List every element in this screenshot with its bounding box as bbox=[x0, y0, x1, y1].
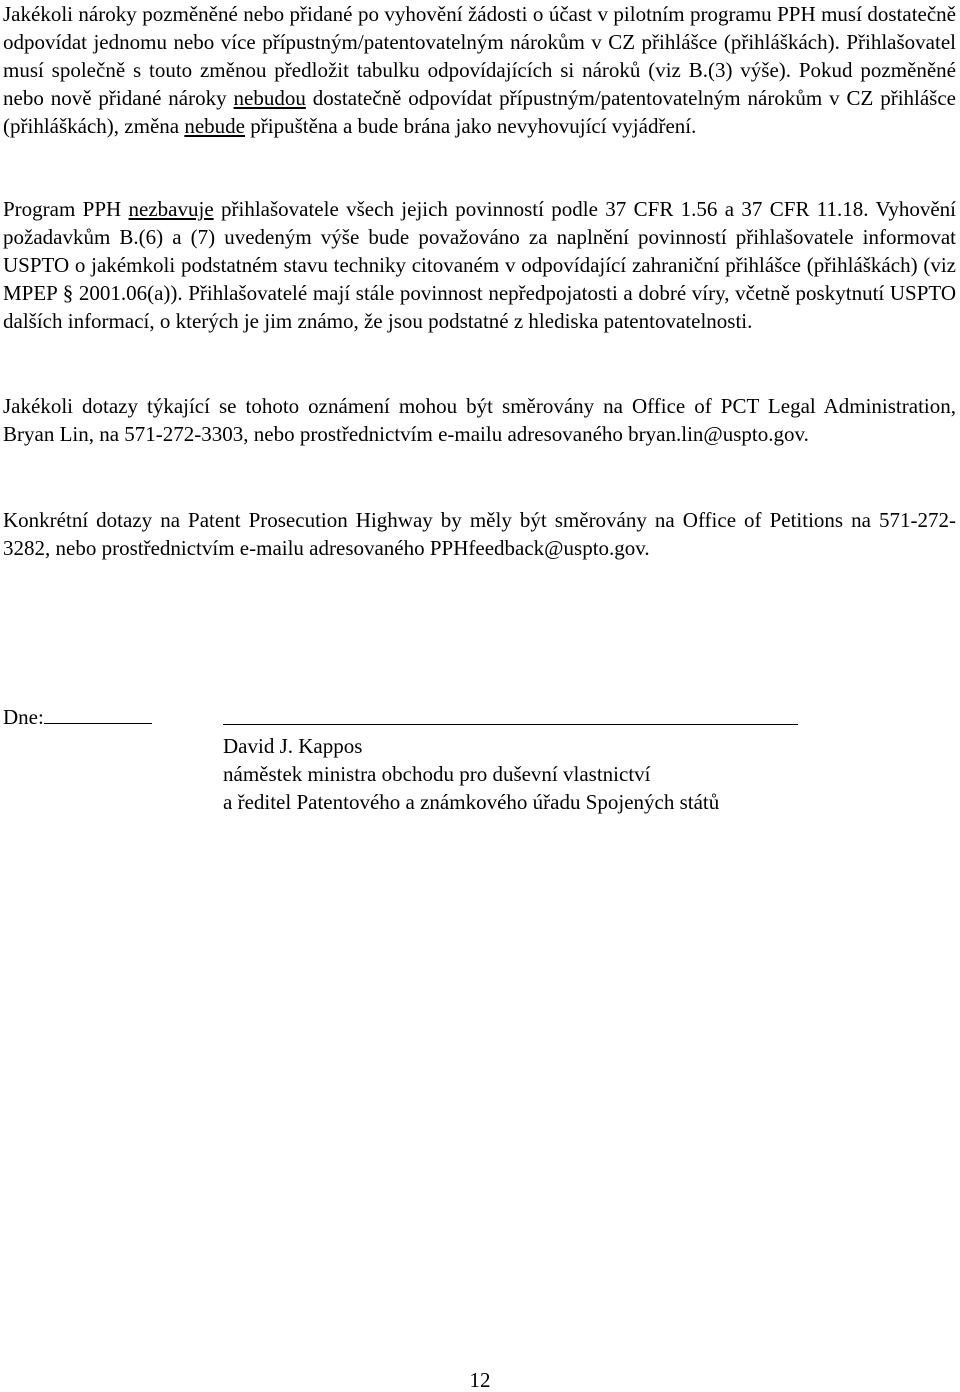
underlined-word: nebudou bbox=[233, 86, 306, 110]
date-label: Dne: bbox=[3, 705, 44, 729]
paragraph-text: připuštěna a bude brána jako nevyhovující vyjádření. bbox=[245, 114, 697, 138]
paragraph-contact-petitions bbox=[3, 506, 956, 562]
paragraph-applicant-duties bbox=[3, 195, 956, 335]
date-line bbox=[3, 703, 152, 731]
paragraph-text: Konkrétní dotazy na Patent Prosecution Highway by měly být směrovány na Office of Petitions na 571-272-3282, nebo prostřednictvím e-mailu adresovaného PPHfeedback@uspto.gov. bbox=[3, 508, 956, 560]
paragraph-text: Program PPH bbox=[3, 197, 129, 221]
paragraph-contact-pct bbox=[3, 392, 956, 448]
paragraph-text: dostatečně odpovídat přípustným/patentovatelným nárokům v CZ přihlášce (přihláškách), změna bbox=[3, 86, 956, 138]
signatory-name: David J. Kappos bbox=[223, 734, 363, 758]
paragraph-text: Jakékoli dotazy týkající se tohoto oznámení mohou být směrovány na Office of PCT Legal Administration, Bryan Lin, na 571-272-3303, nebo prostřednictvím e-mailu adresovaného bryan.lin@uspto.gov. bbox=[3, 394, 956, 446]
date-blank bbox=[44, 703, 152, 724]
signature-line bbox=[223, 704, 798, 725]
page-number: 12 bbox=[469, 1368, 491, 1392]
paragraph-amended-claims bbox=[3, 0, 956, 140]
underlined-word: nezbavuje bbox=[128, 197, 214, 221]
signatory-title-line1: náměstek ministra obchodu pro duševní vlastnictví bbox=[223, 762, 651, 786]
underlined-word: nebude bbox=[184, 114, 245, 138]
paragraph-text: přihlašovatele všech jejich povinností podle 37 CFR 1.56 a 37 CFR 11.18. Vyhovění požadavkům B.(6) a (7) uvedeným výše bude považováno za naplnění povinností přihlašovatele informovat USPTO o jakémkoli podstatném stavu techniky citovaném v odpovídající zahraniční přihlášce (přihláškách) (viz MPEP § 2001.06(a)). Přihlašovatelé mají stále povinnost nepředpojatosti a dobré víry, včetně poskytnutí USPTO dalších informací, o kterých je jim známo, že jsou podstatné z hlediska patentovatelnosti. bbox=[3, 197, 956, 333]
paragraph-text: Jakékoli nároky pozměněné nebo přidané po vyhovění žádosti o účast v pilotním programu PPH musí dostatečně odpovídat jednomu nebo více přípustným/patentovatelným nárokům v CZ přihlášce (přihláškách). Přihlašovatel musí společně s touto změnou předložit tabulku odpovídajících si nároků (viz B.(3) výše). Pokud pozměněné nebo nově přidané nároky bbox=[3, 2, 956, 110]
signatory-title-line2: a ředitel Patentového a známkového úřadu Spojených států bbox=[223, 790, 720, 814]
